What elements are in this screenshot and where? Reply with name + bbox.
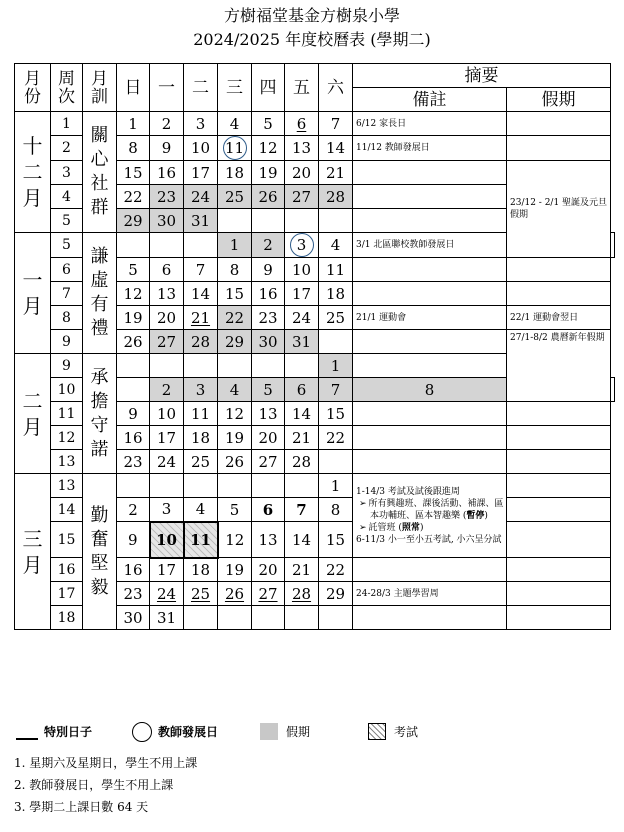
week-number: 13 bbox=[51, 450, 83, 474]
week-number: 13 bbox=[51, 474, 83, 498]
date-cell: 21 bbox=[285, 558, 319, 582]
date-cell: 10 bbox=[285, 258, 319, 282]
date-cell bbox=[184, 606, 218, 630]
date-cell: 20 bbox=[252, 558, 285, 582]
date-cell: 14 bbox=[184, 282, 218, 306]
holiday-cell bbox=[507, 282, 611, 306]
date-cell: 10 bbox=[150, 402, 184, 426]
footnote-school-days: 3. 學期二上課日數 64 天 bbox=[14, 800, 149, 814]
date-cell: 16 bbox=[252, 282, 285, 306]
date-cell: 19 bbox=[218, 558, 252, 582]
date-cell: 17 bbox=[150, 426, 184, 450]
date-cell bbox=[319, 209, 353, 233]
date-cell-special: 6 bbox=[285, 112, 319, 136]
header-sat: 六 bbox=[319, 64, 353, 112]
date-cell-holiday: 5 bbox=[252, 378, 285, 402]
date-cell-holiday: 30 bbox=[252, 330, 285, 354]
holiday-cell bbox=[507, 522, 611, 558]
date-cell: 17 bbox=[285, 282, 319, 306]
week-number: 4 bbox=[51, 185, 83, 209]
remark-cell bbox=[353, 282, 507, 306]
week-number: 10 bbox=[51, 378, 83, 402]
date-cell bbox=[184, 354, 218, 378]
date-cell bbox=[319, 450, 353, 474]
holiday-cell bbox=[507, 558, 611, 582]
holiday-cell bbox=[507, 136, 611, 161]
remark-cell bbox=[353, 330, 507, 354]
date-cell bbox=[218, 354, 252, 378]
holiday-cell bbox=[507, 258, 611, 282]
date-cell-holiday: 31 bbox=[285, 330, 319, 354]
date-cell: 27 bbox=[252, 450, 285, 474]
week-number: 6 bbox=[51, 258, 83, 282]
date-cell: 29 bbox=[319, 582, 353, 606]
date-cell: 25 bbox=[184, 450, 218, 474]
date-cell: 15 bbox=[218, 282, 252, 306]
date-cell: 8 bbox=[319, 498, 353, 522]
date-cell: 9 bbox=[117, 402, 150, 426]
date-cell: 21 bbox=[319, 161, 353, 185]
holiday-cell bbox=[507, 426, 611, 450]
holiday-sports-day-after: 22/1 運動會翌日 bbox=[507, 306, 611, 330]
remark-teacher-dev-day: 11/12 教師發展日 bbox=[353, 136, 507, 161]
date-cell bbox=[117, 474, 150, 498]
date-cell-holiday: 25 bbox=[218, 185, 252, 209]
date-cell: 12 bbox=[218, 522, 252, 558]
date-cell bbox=[285, 474, 319, 498]
date-cell bbox=[117, 378, 150, 402]
date-cell: 19 bbox=[117, 306, 150, 330]
date-cell: 16 bbox=[150, 161, 184, 185]
date-cell: 12 bbox=[252, 136, 285, 161]
date-cell: 2 bbox=[117, 498, 150, 522]
date-cell bbox=[285, 354, 319, 378]
date-cell: 1 bbox=[117, 112, 150, 136]
date-cell: 4 bbox=[184, 498, 218, 522]
school-name: 方樹福堂基金方樹泉小學 bbox=[223, 6, 400, 25]
date-cell: 2 bbox=[150, 112, 184, 136]
footnote-dev-day: 2. 教師發展日，學生不用上課 bbox=[14, 778, 174, 792]
header-motto: 月 訓 bbox=[83, 64, 117, 112]
date-cell-holiday: 7 bbox=[319, 378, 353, 402]
date-cell: 14 bbox=[319, 136, 353, 161]
date-cell: 13 bbox=[252, 522, 285, 558]
date-cell: 14 bbox=[285, 402, 319, 426]
date-cell-special: 27 bbox=[252, 582, 285, 606]
date-cell: 19 bbox=[218, 426, 252, 450]
date-cell bbox=[184, 474, 218, 498]
date-cell-special: 25 bbox=[184, 582, 218, 606]
week-number: 2 bbox=[51, 136, 83, 161]
header-wed: 三 bbox=[218, 64, 252, 112]
date-cell-holiday: 8 bbox=[353, 378, 507, 402]
date-cell: 10 bbox=[184, 136, 218, 161]
week-number: 15 bbox=[51, 522, 83, 558]
date-cell bbox=[117, 233, 150, 258]
date-cell-holiday: 3 bbox=[184, 378, 218, 402]
remark-cell bbox=[353, 402, 507, 426]
remark-care-class: ➢ 託管班 (照常) bbox=[370, 522, 506, 534]
header-month: 月 份 bbox=[15, 64, 51, 112]
legend-dev-day-label: 教師發展日 bbox=[158, 725, 219, 739]
footnotes bbox=[14, 752, 197, 818]
motto-january: 謙 虛 有 禮 bbox=[83, 233, 117, 354]
date-cell: 7 bbox=[184, 258, 218, 282]
remark-activities-suspended: ➢ 所有興趣班、課後活動、補課、區本功輔班、區本智趣樂 (暫停) bbox=[370, 498, 506, 522]
date-cell bbox=[319, 330, 353, 354]
date-cell: 18 bbox=[184, 426, 218, 450]
date-cell-exam: 10 bbox=[150, 522, 184, 558]
date-cell: 16 bbox=[117, 426, 150, 450]
date-cell: 16 bbox=[117, 558, 150, 582]
holiday-cell bbox=[611, 233, 615, 258]
date-cell bbox=[184, 233, 218, 258]
date-cell bbox=[285, 606, 319, 630]
calendar-subtitle: 2024/2025 年度校曆表 (學期二) bbox=[193, 30, 431, 49]
month-january: 一 月 bbox=[15, 233, 51, 354]
holiday-cell bbox=[507, 402, 611, 426]
week-number: 3 bbox=[51, 161, 83, 185]
remark-joint-dev-day: 3/1 北區聯校教師發展日 bbox=[353, 233, 507, 258]
week-number: 11 bbox=[51, 402, 83, 426]
date-cell: 22 bbox=[319, 426, 353, 450]
date-cell: 26 bbox=[117, 330, 150, 354]
remark-sports-day: 21/1 運動會 bbox=[353, 306, 507, 330]
date-cell: 17 bbox=[150, 558, 184, 582]
date-cell bbox=[150, 233, 184, 258]
date-cell bbox=[285, 209, 319, 233]
date-cell: 8 bbox=[218, 258, 252, 282]
date-cell: 20 bbox=[150, 306, 184, 330]
legend-holiday-label: 假期 bbox=[286, 725, 311, 739]
holiday-cell bbox=[507, 474, 611, 498]
date-cell-dev-day: 11 bbox=[218, 136, 252, 161]
date-cell: 8 bbox=[117, 136, 150, 161]
remark-cell bbox=[353, 558, 507, 582]
date-cell: 12 bbox=[218, 402, 252, 426]
week-number: 16 bbox=[51, 558, 83, 582]
date-cell: 15 bbox=[319, 522, 353, 558]
date-cell-holiday: 1 bbox=[218, 233, 252, 258]
date-cell: 4 bbox=[218, 112, 252, 136]
date-cell: 25 bbox=[319, 306, 353, 330]
week-number: 18 bbox=[51, 606, 83, 630]
legend-special-label: 特別日子 bbox=[44, 725, 93, 739]
date-cell: 11 bbox=[319, 258, 353, 282]
remark-cell bbox=[611, 378, 615, 402]
date-cell: 20 bbox=[252, 426, 285, 450]
date-cell bbox=[117, 354, 150, 378]
date-cell: 12 bbox=[117, 282, 150, 306]
remark-cell bbox=[353, 354, 507, 378]
date-cell-holiday: 23 bbox=[150, 185, 184, 209]
date-cell: 3 bbox=[184, 112, 218, 136]
header-fri: 五 bbox=[285, 64, 319, 112]
remark-exam-dates: 6-11/3 小一至小五考試, 小六呈分試 bbox=[356, 534, 502, 545]
header-remarks: 備註 bbox=[353, 88, 507, 112]
remark-cell bbox=[353, 606, 507, 630]
holiday-cell bbox=[507, 582, 611, 606]
header-sun: 日 bbox=[117, 64, 150, 112]
legend bbox=[14, 722, 614, 742]
footnote-weekend: 1. 星期六及星期日，學生不用上課 bbox=[14, 756, 198, 770]
remark-parent-day: 6/12 家長日 bbox=[353, 112, 507, 136]
date-cell-dev-day: 3 bbox=[285, 233, 319, 258]
date-cell: 18 bbox=[218, 161, 252, 185]
date-cell bbox=[150, 474, 184, 498]
motto-march: 勤 奮 堅 毅 bbox=[83, 474, 117, 630]
date-cell: 24 bbox=[150, 450, 184, 474]
header-mon: 一 bbox=[150, 64, 184, 112]
date-cell-holiday: 2 bbox=[150, 378, 184, 402]
remark-cell bbox=[353, 161, 507, 185]
date-cell bbox=[218, 209, 252, 233]
remark-cell bbox=[353, 258, 507, 282]
holiday-cell bbox=[507, 450, 611, 474]
holiday-cell bbox=[507, 112, 611, 136]
date-cell: 23 bbox=[117, 450, 150, 474]
date-cell bbox=[252, 209, 285, 233]
date-cell: 21 bbox=[285, 426, 319, 450]
date-cell-holiday: 24 bbox=[184, 185, 218, 209]
date-cell bbox=[218, 606, 252, 630]
date-cell bbox=[252, 606, 285, 630]
date-cell: 15 bbox=[117, 161, 150, 185]
date-cell bbox=[150, 354, 184, 378]
legend-exam-label: 考試 bbox=[394, 725, 419, 739]
date-cell: 20 bbox=[285, 161, 319, 185]
date-cell: 17 bbox=[184, 161, 218, 185]
week-number: 5 bbox=[51, 209, 83, 233]
motto-february: 承 擔 守 諾 bbox=[83, 354, 117, 474]
week-number: 1 bbox=[51, 112, 83, 136]
week-number: 8 bbox=[51, 306, 83, 330]
header-holidays: 假期 bbox=[507, 88, 611, 112]
date-cell: 15 bbox=[319, 402, 353, 426]
date-cell-holiday: 29 bbox=[117, 209, 150, 233]
date-cell-holiday: 1 bbox=[319, 354, 353, 378]
remark-theme-week: 24-28/3 主題學習周 bbox=[353, 582, 507, 606]
week-number: 9 bbox=[51, 354, 83, 378]
date-cell-holiday: 27 bbox=[285, 185, 319, 209]
header-week: 周 次 bbox=[51, 64, 83, 112]
date-cell: 23 bbox=[252, 306, 285, 330]
school-calendar-table bbox=[14, 63, 615, 630]
date-cell: 18 bbox=[319, 282, 353, 306]
date-cell: 5 bbox=[117, 258, 150, 282]
date-cell-exam: 6 bbox=[252, 498, 285, 522]
date-cell-holiday: 27 bbox=[150, 330, 184, 354]
date-cell-holiday: 28 bbox=[184, 330, 218, 354]
date-cell: 7 bbox=[319, 112, 353, 136]
date-cell: 22 bbox=[117, 185, 150, 209]
date-cell-holiday: 28 bbox=[319, 185, 353, 209]
date-cell: 31 bbox=[150, 606, 184, 630]
remark-cell bbox=[353, 209, 507, 233]
week-number: 12 bbox=[51, 426, 83, 450]
date-cell: 28 bbox=[285, 450, 319, 474]
date-cell: 23 bbox=[117, 582, 150, 606]
date-cell-holiday: 26 bbox=[252, 185, 285, 209]
date-cell: 13 bbox=[150, 282, 184, 306]
date-cell: 5 bbox=[218, 498, 252, 522]
date-cell: 9 bbox=[117, 522, 150, 558]
date-cell bbox=[319, 606, 353, 630]
circle-marker-icon bbox=[132, 722, 152, 742]
date-cell-holiday: 31 bbox=[184, 209, 218, 233]
date-cell: 30 bbox=[117, 606, 150, 630]
underline-marker-icon bbox=[16, 738, 38, 740]
date-cell-holiday: 2 bbox=[252, 233, 285, 258]
month-december: 十 二 月 bbox=[15, 112, 51, 233]
date-cell-special: 21 bbox=[184, 306, 218, 330]
date-cell: 9 bbox=[150, 136, 184, 161]
date-cell bbox=[252, 354, 285, 378]
date-cell: 13 bbox=[252, 402, 285, 426]
header-tue: 二 bbox=[184, 64, 218, 112]
week-number: 17 bbox=[51, 582, 83, 606]
date-cell-holiday: 29 bbox=[218, 330, 252, 354]
week-number: 9 bbox=[51, 330, 83, 354]
date-cell-holiday: 4 bbox=[218, 378, 252, 402]
date-cell: 18 bbox=[184, 558, 218, 582]
header-thu: 四 bbox=[252, 64, 285, 112]
date-cell-special: 28 bbox=[285, 582, 319, 606]
week-number: 14 bbox=[51, 498, 83, 522]
date-cell: 9 bbox=[252, 258, 285, 282]
date-cell: 19 bbox=[252, 161, 285, 185]
month-february: 二 月 bbox=[15, 354, 51, 474]
gray-box-icon bbox=[260, 723, 278, 740]
date-cell: 22 bbox=[319, 558, 353, 582]
date-cell: 4 bbox=[319, 233, 353, 258]
week-number: 7 bbox=[51, 282, 83, 306]
remark-exam-weeks: 1-14/3 考試及試後跟進周 bbox=[356, 486, 460, 497]
remark-cell bbox=[353, 185, 507, 209]
holiday-lunar-new-year: 27/1-8/2 農曆新年假期 bbox=[507, 330, 611, 402]
date-cell: 3 bbox=[150, 498, 184, 522]
header-summary: 摘要 bbox=[353, 64, 611, 88]
month-march: 三 月 bbox=[15, 474, 51, 630]
remark-exam-period bbox=[353, 474, 507, 558]
date-cell: 1 bbox=[319, 474, 353, 498]
date-cell: 26 bbox=[218, 450, 252, 474]
date-cell bbox=[252, 474, 285, 498]
holiday-cell bbox=[507, 498, 611, 522]
date-cell-exam: 11 bbox=[184, 522, 218, 558]
date-cell bbox=[218, 474, 252, 498]
date-cell-holiday: 22 bbox=[218, 306, 252, 330]
date-cell: 13 bbox=[285, 136, 319, 161]
remark-cell bbox=[353, 450, 507, 474]
holiday-christmas: 23/12 - 2/1 聖誕及元旦假期 bbox=[507, 161, 611, 258]
date-cell: 6 bbox=[150, 258, 184, 282]
date-cell-special: 24 bbox=[150, 582, 184, 606]
date-cell: 24 bbox=[285, 306, 319, 330]
date-cell-holiday: 30 bbox=[150, 209, 184, 233]
motto-december: 關 心 社 群 bbox=[83, 112, 117, 233]
hatched-box-icon bbox=[368, 723, 386, 740]
date-cell: 11 bbox=[184, 402, 218, 426]
date-cell-special: 26 bbox=[218, 582, 252, 606]
remark-cell bbox=[353, 426, 507, 450]
date-cell: 5 bbox=[252, 112, 285, 136]
date-cell-exam: 7 bbox=[285, 498, 319, 522]
week-number: 5 bbox=[51, 233, 83, 258]
holiday-cell bbox=[507, 606, 611, 630]
date-cell-holiday: 6 bbox=[285, 378, 319, 402]
date-cell: 14 bbox=[285, 522, 319, 558]
